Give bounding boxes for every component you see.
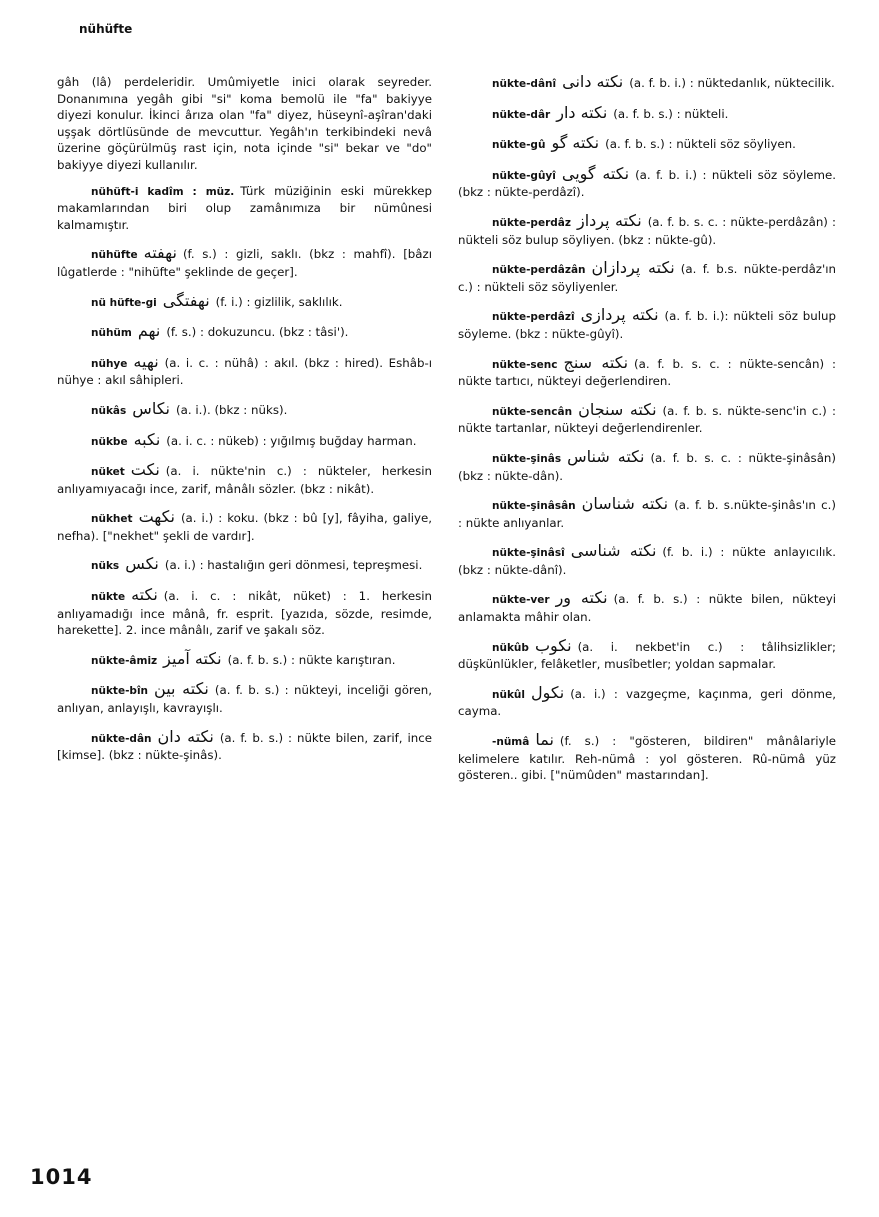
entry-text: (a. f. b. s.) : nükteli söz söyliyen. xyxy=(605,137,796,152)
dictionary-entry xyxy=(458,496,836,531)
dictionary-entry xyxy=(458,732,836,784)
entry-headword: nükte xyxy=(91,591,126,604)
dictionary-entry xyxy=(57,556,432,575)
entry-text: (a. i.) : koku. (bkz : bû [y], fâyiha, galiye, nefha). ["nekhet" şekli de vardır]. xyxy=(57,511,432,543)
dictionary-entry xyxy=(458,590,836,625)
entry-text: (a. f. b.s. nükte-perdâz'ın c.) : nükteli söz söyliyenler. xyxy=(458,262,836,294)
entry-text: (a. i. c. : nühâ) : akıl. (bkz : hired). Eshâb-ı nühye : akıl sâhipleri. xyxy=(57,355,432,388)
entry-headword: nükte-şinâs xyxy=(492,452,562,465)
entry-text: (a. f. b. s.) : nükteyi, inceliği gören, anlıyan, anlayışlı, kavrayışlı. xyxy=(57,683,432,716)
entry-headword: nükte-perdâzân xyxy=(492,264,586,277)
entry-headword: nükte-bîn xyxy=(91,685,149,698)
entry-text: (a. f. b. s.) : nükte karıştıran. xyxy=(227,652,396,667)
entry-text: (a. i. nükte'nin c.) : nükteler, herkesin anlıyamıyacağı ince, zarif, mânâlı sözler. (bkz : nikât). xyxy=(57,464,432,496)
entry-text: (a. f. b. s. nükte-senc'in c.) : nükte tartanlar, nükteyi değerlendirenler. xyxy=(458,403,836,436)
entry-text: (a. f. b. s.) : nükte bilen, zarif, ince [kimse]. (bkz : nükte-şinâs). xyxy=(57,730,432,763)
entry-text: (a. i. c. : nükeb) : yığılmış buğday harman. xyxy=(166,433,417,448)
dictionary-entry xyxy=(458,399,836,437)
entry-headword: nükte-ver xyxy=(492,594,550,607)
entry-headword: nükte-gûyî xyxy=(492,169,556,182)
entry-arabic-script: نكته xyxy=(131,585,158,605)
entry-arabic-script: نكته سنج xyxy=(563,352,629,372)
entry-text: (a. i.) : vazgeçme, kaçınma, geri dönme, cayma. xyxy=(458,686,836,719)
entry-arabic-script: نكته گو xyxy=(551,133,600,153)
dictionary-entry xyxy=(458,102,836,124)
entry-arabic-script: نهم xyxy=(137,321,161,341)
dictionary-entry xyxy=(458,635,836,673)
entry-headword: nükte-dâr xyxy=(492,108,551,121)
dictionary-entry xyxy=(57,290,432,312)
dictionary-entry xyxy=(57,351,432,389)
entry-text: (a. f. b. i.) : nükteli söz söyleme. (bkz : nükte-perdâzî). xyxy=(458,167,836,200)
entry-headword: nükhet xyxy=(91,513,133,526)
entry-arabic-script: نكته شناس xyxy=(567,446,645,466)
entry-text: (f. s.) : dokuzuncu. (bkz : tâsi'). xyxy=(166,325,349,340)
entry-arabic-script: نكته شناسى xyxy=(570,541,657,561)
entry-text: (a. i. nekbet'in c.) : tâlihsizlikler; düşkünlükler, felâketler, musîbetler; yoldan sapmalar. xyxy=(458,639,836,672)
entry-headword: nühüm xyxy=(91,327,132,340)
right-column xyxy=(458,74,836,796)
dictionary-entry xyxy=(458,260,836,295)
entry-arabic-script: نكته دار xyxy=(556,102,608,122)
entry-headword: nükte-şinâsî xyxy=(492,547,565,560)
left-column xyxy=(57,74,432,776)
entry-text: (a. i.) : hastalığın geri dönmesi, tepreşmesi. xyxy=(164,558,423,573)
entry-headword: nükte-perdâz xyxy=(492,216,571,229)
entry-arabic-script: نكته شناسان xyxy=(581,494,669,514)
entry-text: (a. f. b. s. c. : nükte-şinâsân) (bkz : nükte-dân). xyxy=(458,450,837,483)
entry-headword: -nümâ xyxy=(492,736,530,749)
entry-arabic-script: نكهت xyxy=(138,507,175,527)
entry-arabic-script: نكوب xyxy=(534,635,572,655)
dictionary-entry xyxy=(458,682,836,720)
entry-headword: nükte-dânî xyxy=(492,78,557,90)
dictionary-entry xyxy=(57,429,432,451)
dictionary-entry xyxy=(57,183,432,234)
entry-text: (a. i.). (bkz : nüks). xyxy=(175,402,288,417)
entry-text: (a. i. c. : nikât, nüket) : 1. herkesin anlıyamadığı ince mânâ, fr. esprit. [yazıda, sözde, resimde, harekette]. 2. ince mânâlı, zarif ve şakalı söz. xyxy=(57,589,432,638)
dictionary-entry xyxy=(458,307,836,342)
entry-arabic-script: نكته دانى xyxy=(562,72,624,91)
entry-text: (f. b. i.) : nükte anlayıcılık. (bkz : nükte-dânî). xyxy=(458,545,836,577)
dictionary-entry xyxy=(57,398,432,420)
entry-arabic-script: نكته گويى xyxy=(561,163,630,183)
dictionary-entry xyxy=(57,681,432,716)
entry-headword: nükte-perdâzî xyxy=(492,311,575,324)
entry-text: (a. f. b. s. c. : nükte-sencân) : nükte tartıcı, nükteyi değerlendiren. xyxy=(458,356,837,389)
entry-arabic-script: نكته پردازان xyxy=(591,258,675,278)
dictionary-entry xyxy=(57,587,432,639)
entry-arabic-script: نكاس xyxy=(132,398,170,418)
entry-arabic-script: نكته بين xyxy=(154,679,209,699)
entry-headword: nühüfte xyxy=(91,249,138,262)
entry-arabic-script: نكته آميز xyxy=(163,648,222,668)
dictionary-entry xyxy=(458,163,836,201)
entry-headword: nükte-dân xyxy=(91,732,152,745)
entry-arabic-script: نكته پرداز xyxy=(576,210,642,230)
entry-arabic-script: نهفتگی xyxy=(162,290,210,310)
entry-headword: nükbe xyxy=(91,435,128,448)
running-head: nühüfte xyxy=(79,22,133,36)
dictionary-entry xyxy=(458,446,837,484)
page-number: 1014 xyxy=(30,1165,93,1189)
entry-arabic-script: نهفته xyxy=(143,243,177,263)
entry-headword: nükûl xyxy=(492,688,526,701)
entry-text: (a. f. b. i.) : nüktedanlık, nüktecilik. xyxy=(629,76,835,90)
entry-text: (a. f. b. i.): nükteli söz bulup söyleme. (bkz : nükte-gûyî). xyxy=(458,309,836,341)
entry-arabic-script: نكته پردازى xyxy=(580,305,659,325)
entry-text: Türk müziğinin eski mürekkep makamlarından biri olup zamânımıza bir nümûnesi kalmamıştır. xyxy=(57,183,432,232)
dictionary-entry xyxy=(57,648,432,670)
entry-headword: nühüft-i kadîm : müz. xyxy=(91,185,235,198)
entry-headword: nükte-şinâsân xyxy=(492,500,576,513)
entry-headword: nükûb xyxy=(492,641,529,654)
entry-arabic-script: نكول xyxy=(531,682,565,702)
entry-text: (a. f. b. s. c. : nükte-perdâzân) : nükteli söz bulup söyliyen. (bkz : nükte-gû). xyxy=(458,214,836,247)
entry-headword: nükte-gû xyxy=(492,139,546,152)
dictionary-entry xyxy=(57,509,432,544)
entry-text: gâh (lâ) perdeleridir. Umûmiyetle inici olarak seyreder. Donanımına yegâh gibi "si" koma bemolü ile "fa" bakiyye diyezi konulur. İkinci ârıza olan "fa" diyez, hüseynî-aşîran'daki uşşak dörtlüsünde de mevcuttur. Yegâh'ın terkibindeki nevâ üzerine göçürülmüş rast için, nota içinde "si" bekar ve "do" bakiyye diyezi kullanılır. xyxy=(57,75,432,172)
continuation-paragraph xyxy=(57,74,432,174)
dictionary-entry xyxy=(57,462,432,497)
entry-headword: nüket xyxy=(91,466,125,479)
entry-text: (f. s.) : "gösteren, bildiren" mânâlariyle kelimelere katılır. Reh-nümâ : yol gösteren. Rû-nümâ yüz gösteren.. gibi. ["nümûden" mastarından]. xyxy=(458,734,836,783)
entry-text: (a. f. b. s.) : nükteli. xyxy=(613,106,729,121)
dictionary-entry xyxy=(458,210,836,248)
entry-headword: nükte-sencân xyxy=(492,405,573,418)
dictionary-entry xyxy=(57,726,432,764)
entry-headword: nükâs xyxy=(91,404,127,417)
entry-arabic-script: نكته ور xyxy=(555,588,608,608)
entry-arabic-script: نكس xyxy=(125,554,159,574)
entry-text: (f. i.) : gizlilik, saklılık. xyxy=(215,294,343,309)
entry-headword: nüks xyxy=(91,560,120,573)
dictionary-entry xyxy=(57,323,432,342)
entry-headword: nühye xyxy=(91,357,128,370)
entry-arabic-script: نكته دان xyxy=(157,726,214,746)
entry-arabic-script: نكبه xyxy=(133,429,161,449)
dictionary-entry xyxy=(458,543,836,578)
entry-headword: nükte-âmiz xyxy=(91,654,158,667)
entry-headword: nü hüfte-gi xyxy=(91,296,157,309)
entry-arabic-script: نهیه xyxy=(133,351,159,371)
entry-arabic-script: نكته سنجان xyxy=(578,399,657,419)
entry-headword: nükte-senc xyxy=(492,358,558,371)
dictionary-entry xyxy=(458,74,836,93)
dictionary-entry xyxy=(57,245,432,280)
dictionary-entry xyxy=(458,135,836,154)
entry-arabic-script: نما xyxy=(535,730,554,750)
entry-text: (a. f. b. s.) : nükte bilen, nükteyi anlamakta mâhir olan. xyxy=(458,592,836,625)
dictionary-entry xyxy=(458,352,837,390)
entry-text: (f. s.) : gizli, saklı. (bkz : mahfî). [bâzı lûgatlerde : "nihüfte" şeklinde de geçer]. xyxy=(57,247,432,279)
entry-arabic-script: نكت xyxy=(130,460,160,480)
entry-text: (a. f. b. s.nükte-şinâs'ın c.) : nükte anlıyanlar. xyxy=(458,498,837,530)
